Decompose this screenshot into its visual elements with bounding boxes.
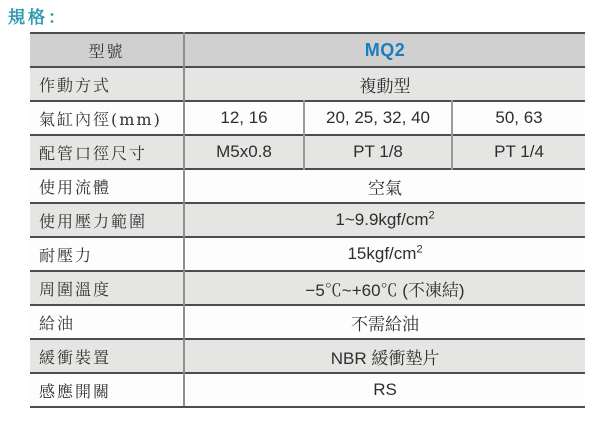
pressure-range-superscript: 2 — [428, 209, 435, 222]
page-title: 規格： — [8, 8, 68, 28]
proof-pressure-superscript: 2 — [416, 243, 423, 256]
table-row-proof-pressure — [30, 237, 585, 271]
row-label-ambient-temp: 周圍溫度 — [30, 271, 184, 305]
table-row-fluid — [30, 169, 585, 203]
row-label-lubrication: 給油 — [30, 305, 184, 339]
row-value-cushion: NBR 緩衝墊片 — [184, 339, 585, 373]
row-label-action-type: 作動方式 — [30, 67, 184, 101]
row-value-port-medium: PT 1/8 — [304, 135, 452, 169]
row-label-bore: 氣缸內徑(mm) — [30, 101, 184, 135]
row-value-bore-medium: 20, 25, 32, 40 — [304, 101, 452, 135]
row-value-bore-large: 50, 63 — [452, 101, 585, 135]
table-row-pressure-range — [30, 203, 585, 237]
table-row-model — [30, 33, 585, 67]
row-label-proof-pressure: 耐壓力 — [30, 237, 184, 271]
table-row-cushion — [30, 339, 585, 373]
table-row-bore — [30, 101, 585, 135]
row-value-pressure-range — [184, 203, 585, 237]
row-value-fluid: 空氣 — [184, 169, 585, 203]
table-row-sensor-switch — [30, 373, 585, 407]
table-row-ambient-temp — [30, 271, 585, 305]
row-value-bore-small: 12, 16 — [184, 101, 304, 135]
row-value-port-large: PT 1/4 — [452, 135, 585, 169]
row-label-model: 型號 — [30, 33, 184, 67]
pressure-range-value: 1~9.9kgf/cm — [335, 210, 429, 229]
row-label-port-size: 配管口徑尺寸 — [30, 135, 184, 169]
spec-table — [30, 32, 585, 408]
row-label-fluid: 使用流體 — [30, 169, 184, 203]
table-row-lubrication — [30, 305, 585, 339]
table-row-port-size — [30, 135, 585, 169]
row-label-sensor-switch: 感應開關 — [30, 373, 184, 407]
proof-pressure-value: 15kgf/cm — [347, 244, 417, 263]
row-value-ambient-temp: −5℃~+60℃ (不凍結) — [184, 271, 585, 305]
row-label-cushion: 緩衝裝置 — [30, 339, 184, 373]
row-label-pressure-range: 使用壓力範圍 — [30, 203, 184, 237]
row-value-port-small: M5x0.8 — [184, 135, 304, 169]
row-value-action-type: 複動型 — [184, 67, 585, 101]
table-row-action-type — [30, 67, 585, 101]
row-value-sensor-switch: RS — [184, 373, 585, 407]
model-number: MQ2 — [364, 39, 406, 60]
row-value-proof-pressure — [184, 237, 585, 271]
row-value-model — [184, 33, 585, 67]
row-value-lubrication: 不需給油 — [184, 305, 585, 339]
